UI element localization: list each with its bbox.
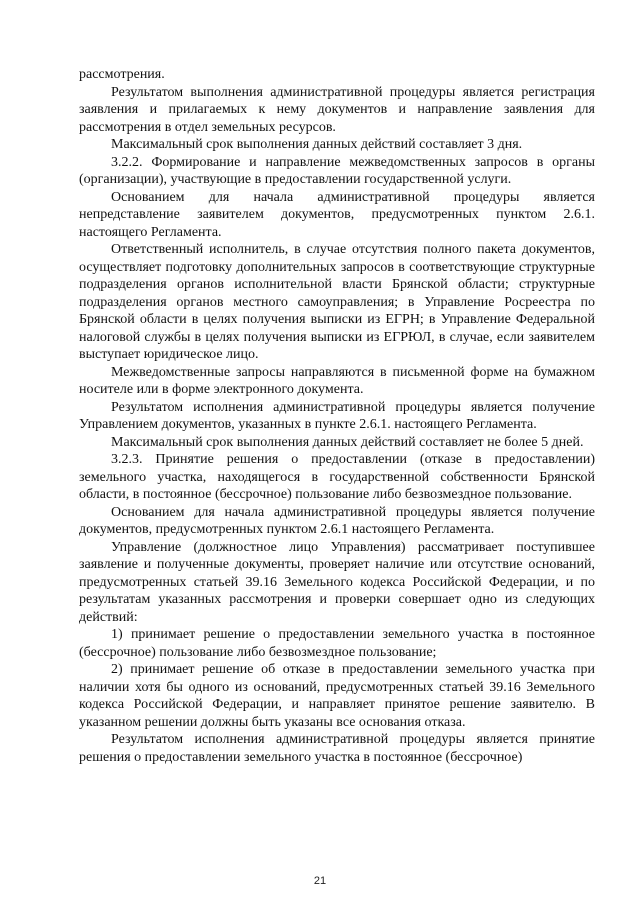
list-item-refusal-decision: 2) принимает решение об отказе в предоставлении земельного участка при наличии хотя бы одного из оснований, предусмотренных статьей 39.16 Земельного кодекса Российской Федерации, и направляет принятое решение заявителю. В указанном решении должны быть указаны все основания отказа.	[79, 662, 595, 730]
page-number: 21	[313, 875, 327, 887]
paragraph-basis-decision: Основанием для начала административной процедуры является получение документов, предусмотренных пунктом 2.6.1 настоящего Регламента.	[79, 504, 595, 537]
section-heading-3-2-2: 3.2.2. Формирование и направление межведомственных запросов в органы (организации), участвующие в предоставлении государственной услуги.	[79, 154, 595, 187]
paragraph-request-forms: Межведомственные запросы направляются в письменной форме на бумажном носителе или в форме электронного документа.	[79, 364, 595, 397]
paragraph-max-term-3-days: Максимальный срок выполнения данных действий составляет 3 дня.	[111, 137, 523, 152]
paragraph-continuation: рассмотрения.	[79, 67, 165, 82]
paragraph-decision-result: Результатом исполнения административной процедуры является принятие решения о предоставлении земельного участка в постоянное (бессрочное)	[79, 732, 595, 765]
paragraph-responsible-executor: Ответственный исполнитель, в случае отсутствия полного пакета документов, осуществляет подготовку дополнительных запросов в соответствующие структурные подразделения органов исполнительной власти Брянской области; структурные подразделения органов местного самоуправления; в Управление Росреестра по Брянской области в целях получения выписки из ЕГРН; в Управление Федеральной налоговой службы в целях получения выписки из ЕГРЮЛ, в случае, если заявителем выступает юридическое лицо.	[79, 242, 595, 362]
paragraph-registration-result: Результатом выполнения административной процедуры является регистрация заявления и прилагаемых к нему документов и направление заявления для рассмотрения в отдел земельных ресурсов.	[79, 84, 595, 135]
document-body	[79, 66, 595, 766]
paragraph-department-review: Управление (должностное лицо Управления) рассматривает поступившее заявление и полученные документы, проверяет наличие или отсутствие оснований, предусмотренных статьей 39.16 Земельного кодекса Российской Федерации, и по результатам указанных рассмотрения и проверки совершает одно из следующих действий:	[79, 539, 595, 625]
paragraph-interagency-result: Результатом исполнения административной процедуры является получение Управлением документов, указанных в пункте 2.6.1. настоящего Регламента.	[79, 399, 595, 432]
section-heading-3-2-3: 3.2.3. Принятие решения о предоставлении (отказе в предоставлении) земельного участка, находящегося в государственной собственности Брянской области, в постоянное (бессрочное) пользование либо безвозмездное пользование.	[79, 452, 595, 502]
paragraph-max-term-5-days: Максимальный срок выполнения данных действий составляет не более 5 дней.	[111, 434, 584, 450]
list-item-grant-decision: 1) принимает решение о предоставлении земельного участка в постоянное (бессрочное) пользование либо безвозмездное пользование;	[79, 627, 595, 660]
paragraph-basis-interagency: Основанием для начала административной процедуры является непредставление заявителем документов, предусмотренных пунктом 2.6.1. настоящего Регламента.	[79, 189, 595, 240]
